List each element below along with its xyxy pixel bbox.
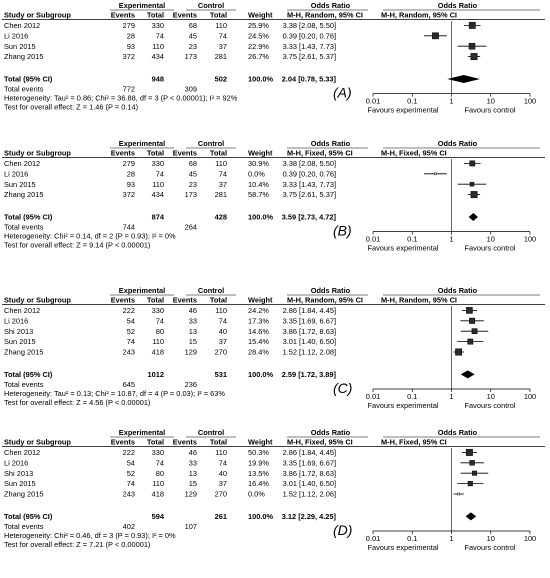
overall-effect-text: Test for overall effect: Z = 9.14 (P < 0.00001)	[4, 240, 151, 250]
point-estimate-square	[470, 460, 475, 465]
favours-control-label: Favours control	[464, 105, 516, 115]
exp-events-value: 222	[122, 306, 135, 315]
exp-events-value: 372	[122, 52, 135, 62]
method-column-header: M-H, Fixed, 95% CI	[287, 437, 353, 447]
odds-ratio-plot-header: Odds Ratio	[437, 1, 478, 10]
weight-value: 24.2%	[248, 306, 269, 315]
point-estimate-square	[455, 349, 461, 355]
ctl-total-events: 236	[184, 380, 197, 389]
favours-experimental-label: Favours experimental	[367, 401, 439, 410]
x-axis-tick-label: 1	[449, 392, 454, 401]
odds-ratio-ci-value: 3.75 [2.61, 5.37]	[282, 52, 336, 62]
control-group-header: Control	[197, 286, 225, 295]
odds-ratio-ci-value: 1.52 [1.12, 2.06]	[282, 489, 336, 499]
odds-ratio-header: Odds Ratio	[310, 139, 351, 148]
exp-total-events: 645	[122, 380, 135, 389]
x-axis-tick-label: 100	[523, 234, 537, 244]
total-label: Total (95% CI)	[4, 370, 53, 379]
study-name: Zhang 2015	[4, 52, 44, 62]
ctl-total-value: 37	[218, 337, 227, 347]
total-events-label: Total events	[4, 222, 44, 232]
ctl-total-value: 110	[215, 159, 227, 168]
forest-plot-panel-4	[0, 427, 550, 578]
ctl-total-value: 281	[214, 190, 227, 200]
x-axis-tick-label: 10	[486, 234, 495, 244]
ctl-total-column-header: Total	[209, 295, 227, 305]
panel-label: (B)	[333, 222, 352, 239]
study-name: Sun 2015	[4, 337, 36, 347]
odds-ratio-ci-value: 3.33 [1.43, 7.73]	[282, 179, 336, 189]
exp-events-value: 372	[122, 190, 135, 200]
weight-value: 22.9%	[248, 41, 269, 51]
odds-ratio-ci-value: 3.38 [2.08, 5.50]	[282, 21, 336, 30]
control-group-header: Control	[197, 428, 225, 437]
exp-total-sum: 1012	[147, 370, 164, 379]
ctl-events-column-header: Events	[172, 148, 197, 158]
ctl-events-value: 33	[188, 458, 197, 468]
ctl-events-value: 15	[188, 479, 197, 489]
ctl-events-value: 45	[188, 169, 197, 179]
ctl-total-value: 270	[214, 347, 227, 357]
total-events-label: Total events	[4, 522, 44, 531]
study-name: Sun 2015	[4, 179, 36, 189]
pooled-odds-ratio-value: 2.04 [0.78, 5.33]	[281, 74, 336, 84]
ctl-total-sum: 428	[214, 212, 227, 222]
panel-label: (D)	[333, 522, 353, 538]
ctl-events-column-header: Events	[172, 437, 197, 447]
pooled-odds-ratio-value: 3.12 [2.29, 4.25]	[281, 512, 336, 521]
exp-total-value: 330	[151, 159, 164, 168]
exp-events-value: 93	[126, 179, 135, 189]
overall-effect-text: Test for overall effect: Z = 7.21 (P < 0.00001)	[4, 540, 151, 549]
weight-value: 58.7%	[248, 190, 269, 200]
exp-total-sum: 874	[151, 212, 164, 222]
favours-experimental-label: Favours experimental	[367, 543, 439, 552]
exp-events-value: 28	[126, 31, 135, 41]
weight-value: 28.4%	[248, 347, 269, 357]
x-axis-tick-label: 0.1	[407, 534, 418, 543]
odds-ratio-plot-header: Odds Ratio	[437, 139, 478, 148]
exp-total-value: 74	[155, 316, 164, 326]
exp-events-value: 243	[122, 489, 135, 499]
weight-column-header: Weight	[248, 10, 273, 20]
study-name: Zhang 2015	[4, 190, 44, 200]
ctl-total-value: 110	[215, 21, 227, 30]
exp-events-value: 74	[126, 479, 135, 489]
exp-events-value: 52	[126, 326, 135, 336]
weight-value: 24.5%	[248, 31, 269, 41]
ctl-total-column-header: Total	[209, 148, 227, 158]
total-weight: 100.0%	[248, 212, 274, 222]
point-estimate-square	[434, 173, 436, 175]
odds-ratio-ci-value: 3.75 [2.61, 5.37]	[282, 190, 336, 200]
exp-total-value: 80	[155, 326, 164, 336]
exp-total-value: 74	[155, 458, 164, 468]
experimental-group-header: Experimental	[118, 1, 166, 10]
point-estimate-square	[469, 43, 475, 49]
exp-total-value: 330	[151, 21, 164, 30]
exp-total-sum: 948	[151, 74, 164, 84]
pooled-diamond	[469, 213, 478, 221]
point-estimate-square	[471, 53, 477, 59]
x-axis-tick-label: 1	[449, 234, 454, 244]
point-estimate-square	[469, 318, 474, 323]
weight-value: 19.9%	[248, 458, 269, 468]
odds-ratio-ci-value: 0.39 [0.20, 0.76]	[282, 169, 336, 179]
weight-column-header: Weight	[248, 295, 273, 305]
experimental-group-header: Experimental	[118, 286, 166, 295]
panel-label: (A)	[333, 84, 352, 101]
weight-value: 50.3%	[248, 448, 269, 457]
exp-total-events: 744	[122, 222, 135, 232]
exp-total-events: 772	[122, 84, 135, 94]
study-column-header: Study or Subgroup	[4, 295, 71, 305]
exp-events-column-header: Events	[110, 437, 135, 447]
exp-events-value: 243	[122, 347, 135, 357]
control-group-header: Control	[197, 139, 225, 148]
ctl-total-events: 107	[184, 522, 197, 531]
ctl-events-value: 173	[184, 52, 197, 62]
ctl-total-value: 74	[218, 169, 227, 179]
weight-column-header: Weight	[248, 437, 273, 447]
point-estimate-square	[458, 493, 460, 495]
weight-value: 0.0%	[248, 489, 265, 499]
favours-experimental-label: Favours experimental	[367, 243, 439, 253]
weight-column-header: Weight	[248, 148, 273, 158]
point-estimate-square	[471, 191, 477, 197]
point-estimate-square	[432, 33, 438, 39]
ctl-events-column-header: Events	[172, 10, 197, 20]
favours-control-label: Favours control	[464, 243, 516, 253]
study-name: Li 2016	[4, 458, 29, 468]
weight-value: 0.0%	[248, 169, 265, 179]
ctl-total-value: 37	[218, 179, 227, 189]
control-group-header: Control	[197, 1, 225, 10]
method-plot-header: M-H, Random, 95% CI	[381, 295, 457, 305]
heterogeneity-text: Heterogeneity: Tau² = 0.13; Chi² = 10.87, df = 4 (P = 0.03); I² = 63%	[4, 389, 225, 398]
odds-ratio-ci-value: 3.01 [1.40, 6.50]	[282, 479, 336, 489]
ctl-total-value: 270	[214, 489, 227, 499]
panel-label: (C)	[333, 380, 353, 396]
ctl-events-value: 15	[188, 337, 197, 347]
total-weight: 100.0%	[248, 512, 274, 521]
point-estimate-square	[466, 449, 472, 455]
ctl-events-value: 129	[184, 489, 197, 499]
exp-total-value: 418	[151, 347, 164, 357]
odds-ratio-ci-value: 3.86 [1.72, 8.63]	[282, 468, 336, 478]
favours-experimental-label: Favours experimental	[367, 105, 439, 115]
study-column-header: Study or Subgroup	[4, 148, 71, 158]
point-estimate-square	[470, 182, 474, 186]
ctl-total-value: 110	[215, 306, 227, 315]
point-estimate-square	[472, 329, 477, 334]
pooled-odds-ratio-value: 3.59 [2.73, 4.72]	[281, 212, 336, 222]
exp-events-value: 28	[126, 169, 135, 179]
exp-total-value: 110	[152, 337, 164, 347]
ctl-total-value: 37	[218, 479, 227, 489]
study-column-header: Study or Subgroup	[4, 10, 71, 20]
exp-total-value: 74	[155, 31, 164, 41]
ctl-events-value: 45	[188, 31, 197, 41]
x-axis-tick-label: 100	[523, 392, 537, 401]
x-axis-tick-label: 10	[486, 534, 495, 543]
point-estimate-square	[469, 22, 475, 28]
exp-total-value: 110	[152, 41, 164, 51]
weight-value: 17.3%	[248, 316, 269, 326]
method-plot-header: M-H, Random, 95% CI	[381, 10, 457, 20]
pooled-diamond	[466, 512, 477, 520]
ctl-total-value: 74	[218, 316, 227, 326]
exp-events-value: 93	[126, 41, 135, 51]
ctl-events-value: 46	[188, 306, 197, 315]
odds-ratio-ci-value: 3.33 [1.43, 7.73]	[282, 41, 336, 51]
study-name: Chen 2012	[4, 448, 41, 457]
ctl-total-sum: 502	[214, 74, 227, 84]
method-column-header: M-H, Fixed, 95% CI	[287, 148, 353, 158]
odds-ratio-header: Odds Ratio	[310, 1, 351, 10]
exp-events-column-header: Events	[110, 295, 135, 305]
point-estimate-square	[468, 339, 473, 344]
odds-ratio-ci-value: 2.86 [1.84, 4.45]	[282, 448, 336, 457]
total-label: Total (95% CI)	[4, 512, 53, 521]
odds-ratio-header: Odds Ratio	[310, 286, 351, 295]
total-weight: 100.0%	[248, 74, 274, 84]
x-axis-tick-label: 1	[449, 96, 454, 106]
method-column-header: M-H, Random, 95% CI	[287, 10, 363, 20]
favours-control-label: Favours control	[464, 543, 516, 552]
exp-events-value: 54	[126, 458, 135, 468]
exp-total-events: 402	[122, 522, 135, 531]
exp-events-value: 74	[126, 337, 135, 347]
ctl-events-value: 13	[188, 468, 197, 478]
exp-events-value: 54	[126, 316, 135, 326]
odds-ratio-ci-value: 3.35 [1.69, 6.67]	[282, 316, 336, 326]
pooled-odds-ratio-value: 2.59 [1.72, 3.89]	[281, 370, 336, 379]
point-estimate-square	[466, 307, 472, 313]
ctl-total-value: 40	[218, 326, 227, 336]
exp-total-value: 330	[151, 306, 164, 315]
forest-plot-panel-1	[0, 0, 550, 138]
ctl-total-column-header: Total	[209, 10, 227, 20]
experimental-group-header: Experimental	[118, 139, 166, 148]
overall-effect-text: Test for overall effect: Z = 1.46 (P = 0.14)	[4, 102, 139, 112]
weight-value: 15.4%	[248, 337, 269, 347]
odds-ratio-ci-value: 3.86 [1.72, 8.63]	[282, 326, 336, 336]
forest-plot-panel-3	[0, 285, 550, 427]
exp-events-column-header: Events	[110, 10, 135, 20]
weight-value: 16.4%	[248, 479, 269, 489]
total-label: Total (95% CI)	[4, 212, 53, 222]
exp-events-column-header: Events	[110, 148, 135, 158]
exp-events-value: 279	[122, 21, 135, 30]
study-name: Sun 2015	[4, 479, 36, 489]
study-name: Shi 2013	[4, 468, 34, 478]
heterogeneity-text: Heterogeneity: Chi² = 0.46, df = 3 (P = 0.93); I² = 0%	[4, 531, 176, 540]
weight-value: 14.6%	[248, 326, 269, 336]
exp-total-value: 418	[151, 489, 164, 499]
exp-total-value: 434	[151, 52, 164, 62]
odds-ratio-ci-value: 1.52 [1.12, 2.08]	[282, 347, 336, 357]
total-weight: 100.0%	[248, 370, 274, 379]
ctl-total-sum: 261	[214, 512, 227, 521]
exp-total-value: 110	[152, 479, 164, 489]
weight-value: 30.9%	[248, 159, 269, 168]
exp-events-value: 222	[122, 448, 135, 457]
point-estimate-square	[470, 161, 475, 166]
odds-ratio-plot-header: Odds Ratio	[437, 286, 478, 295]
ctl-events-value: 23	[188, 41, 197, 51]
ctl-events-value: 68	[188, 21, 197, 30]
study-name: Li 2016	[4, 316, 29, 326]
heterogeneity-text: Heterogeneity: Tau² = 0.86; Chi² = 36.88, df = 3 (P < 0.00001); I² = 92%	[4, 93, 238, 103]
pooled-diamond	[447, 75, 480, 83]
study-name: Chen 2012	[4, 159, 41, 168]
odds-ratio-ci-value: 0.39 [0.20, 0.76]	[282, 31, 336, 41]
x-axis-tick-label: 0.1	[407, 234, 418, 244]
exp-total-column-header: Total	[146, 295, 164, 305]
ctl-total-value: 110	[215, 448, 227, 457]
exp-total-column-header: Total	[146, 10, 164, 20]
x-axis-tick-label: 10	[486, 96, 495, 106]
exp-total-value: 80	[155, 468, 164, 478]
ctl-events-value: 23	[188, 179, 197, 189]
x-axis-tick-label: 0.01	[365, 234, 381, 244]
ctl-events-value: 68	[188, 159, 197, 168]
study-name: Li 2016	[4, 169, 29, 179]
ctl-events-value: 46	[188, 448, 197, 457]
exp-events-value: 52	[126, 468, 135, 478]
study-name: Sun 2015	[4, 41, 36, 51]
exp-total-value: 110	[152, 179, 164, 189]
forest-plot-panel-2	[0, 138, 550, 285]
x-axis-tick-label: 0.01	[365, 96, 381, 106]
ctl-total-value: 74	[218, 458, 227, 468]
total-events-label: Total events	[4, 380, 44, 389]
ctl-events-value: 13	[188, 326, 197, 336]
exp-total-column-header: Total	[146, 148, 164, 158]
ctl-events-value: 173	[184, 190, 197, 200]
odds-ratio-plot-header: Odds Ratio	[437, 428, 478, 437]
odds-ratio-ci-value: 3.01 [1.40, 6.50]	[282, 337, 336, 347]
x-axis-tick-label: 100	[523, 534, 537, 543]
exp-total-value: 74	[155, 169, 164, 179]
weight-value: 26.7%	[248, 52, 269, 62]
ctl-total-value: 281	[214, 52, 227, 62]
exp-total-column-header: Total	[146, 437, 164, 447]
point-estimate-square	[468, 481, 473, 486]
weight-value: 13.5%	[248, 468, 269, 478]
exp-total-value: 330	[151, 448, 164, 457]
x-axis-tick-label: 0.01	[365, 392, 381, 401]
overall-effect-text: Test for overall effect: Z = 4.56 (P < 0.00001)	[4, 398, 151, 407]
study-name: Zhang 2015	[4, 347, 44, 357]
ctl-total-value: 74	[218, 31, 227, 41]
x-axis-tick-label: 0.01	[365, 534, 381, 543]
ctl-total-events: 264	[184, 222, 197, 232]
ctl-total-sum: 531	[214, 370, 227, 379]
exp-total-value: 434	[151, 190, 164, 200]
x-axis-tick-label: 10	[486, 392, 495, 401]
exp-total-sum: 594	[151, 512, 164, 521]
weight-value: 25.9%	[248, 21, 269, 30]
x-axis-tick-label: 100	[523, 96, 537, 106]
x-axis-tick-label: 0.1	[407, 96, 418, 106]
point-estimate-square	[472, 471, 476, 475]
study-name: Zhang 2015	[4, 489, 44, 499]
study-name: Chen 2012	[4, 306, 41, 315]
ctl-total-column-header: Total	[209, 437, 227, 447]
odds-ratio-ci-value: 2.86 [1.84, 4.45]	[282, 306, 336, 315]
heterogeneity-text: Heterogeneity: Chi² = 0.14, df = 2 (P = 0.93); I² = 0%	[4, 231, 176, 241]
favours-control-label: Favours control	[464, 401, 516, 410]
pooled-diamond	[461, 370, 475, 378]
method-plot-header: M-H, Fixed, 95% CI	[381, 148, 447, 158]
ctl-events-value: 129	[184, 347, 197, 357]
ctl-total-value: 37	[218, 41, 227, 51]
odds-ratio-header: Odds Ratio	[310, 428, 351, 437]
total-events-label: Total events	[4, 84, 44, 94]
odds-ratio-ci-value: 3.35 [1.69, 6.67]	[282, 458, 336, 468]
exp-events-value: 279	[122, 159, 135, 168]
experimental-group-header: Experimental	[118, 428, 166, 437]
x-axis-tick-label: 0.1	[407, 392, 418, 401]
ctl-total-value: 40	[218, 468, 227, 478]
method-column-header: M-H, Random, 95% CI	[287, 295, 363, 305]
ctl-events-column-header: Events	[172, 295, 197, 305]
x-axis-tick-label: 1	[449, 534, 454, 543]
method-plot-header: M-H, Fixed, 95% CI	[381, 437, 447, 447]
weight-value: 10.4%	[248, 179, 269, 189]
total-label: Total (95% CI)	[4, 74, 53, 84]
study-name: Chen 2012	[4, 21, 41, 30]
odds-ratio-ci-value: 3.38 [2.08, 5.50]	[282, 159, 336, 168]
ctl-total-events: 309	[184, 84, 197, 94]
study-name: Shi 2013	[4, 326, 34, 336]
ctl-events-value: 33	[188, 316, 197, 326]
study-column-header: Study or Subgroup	[4, 437, 71, 447]
study-name: Li 2016	[4, 31, 29, 41]
